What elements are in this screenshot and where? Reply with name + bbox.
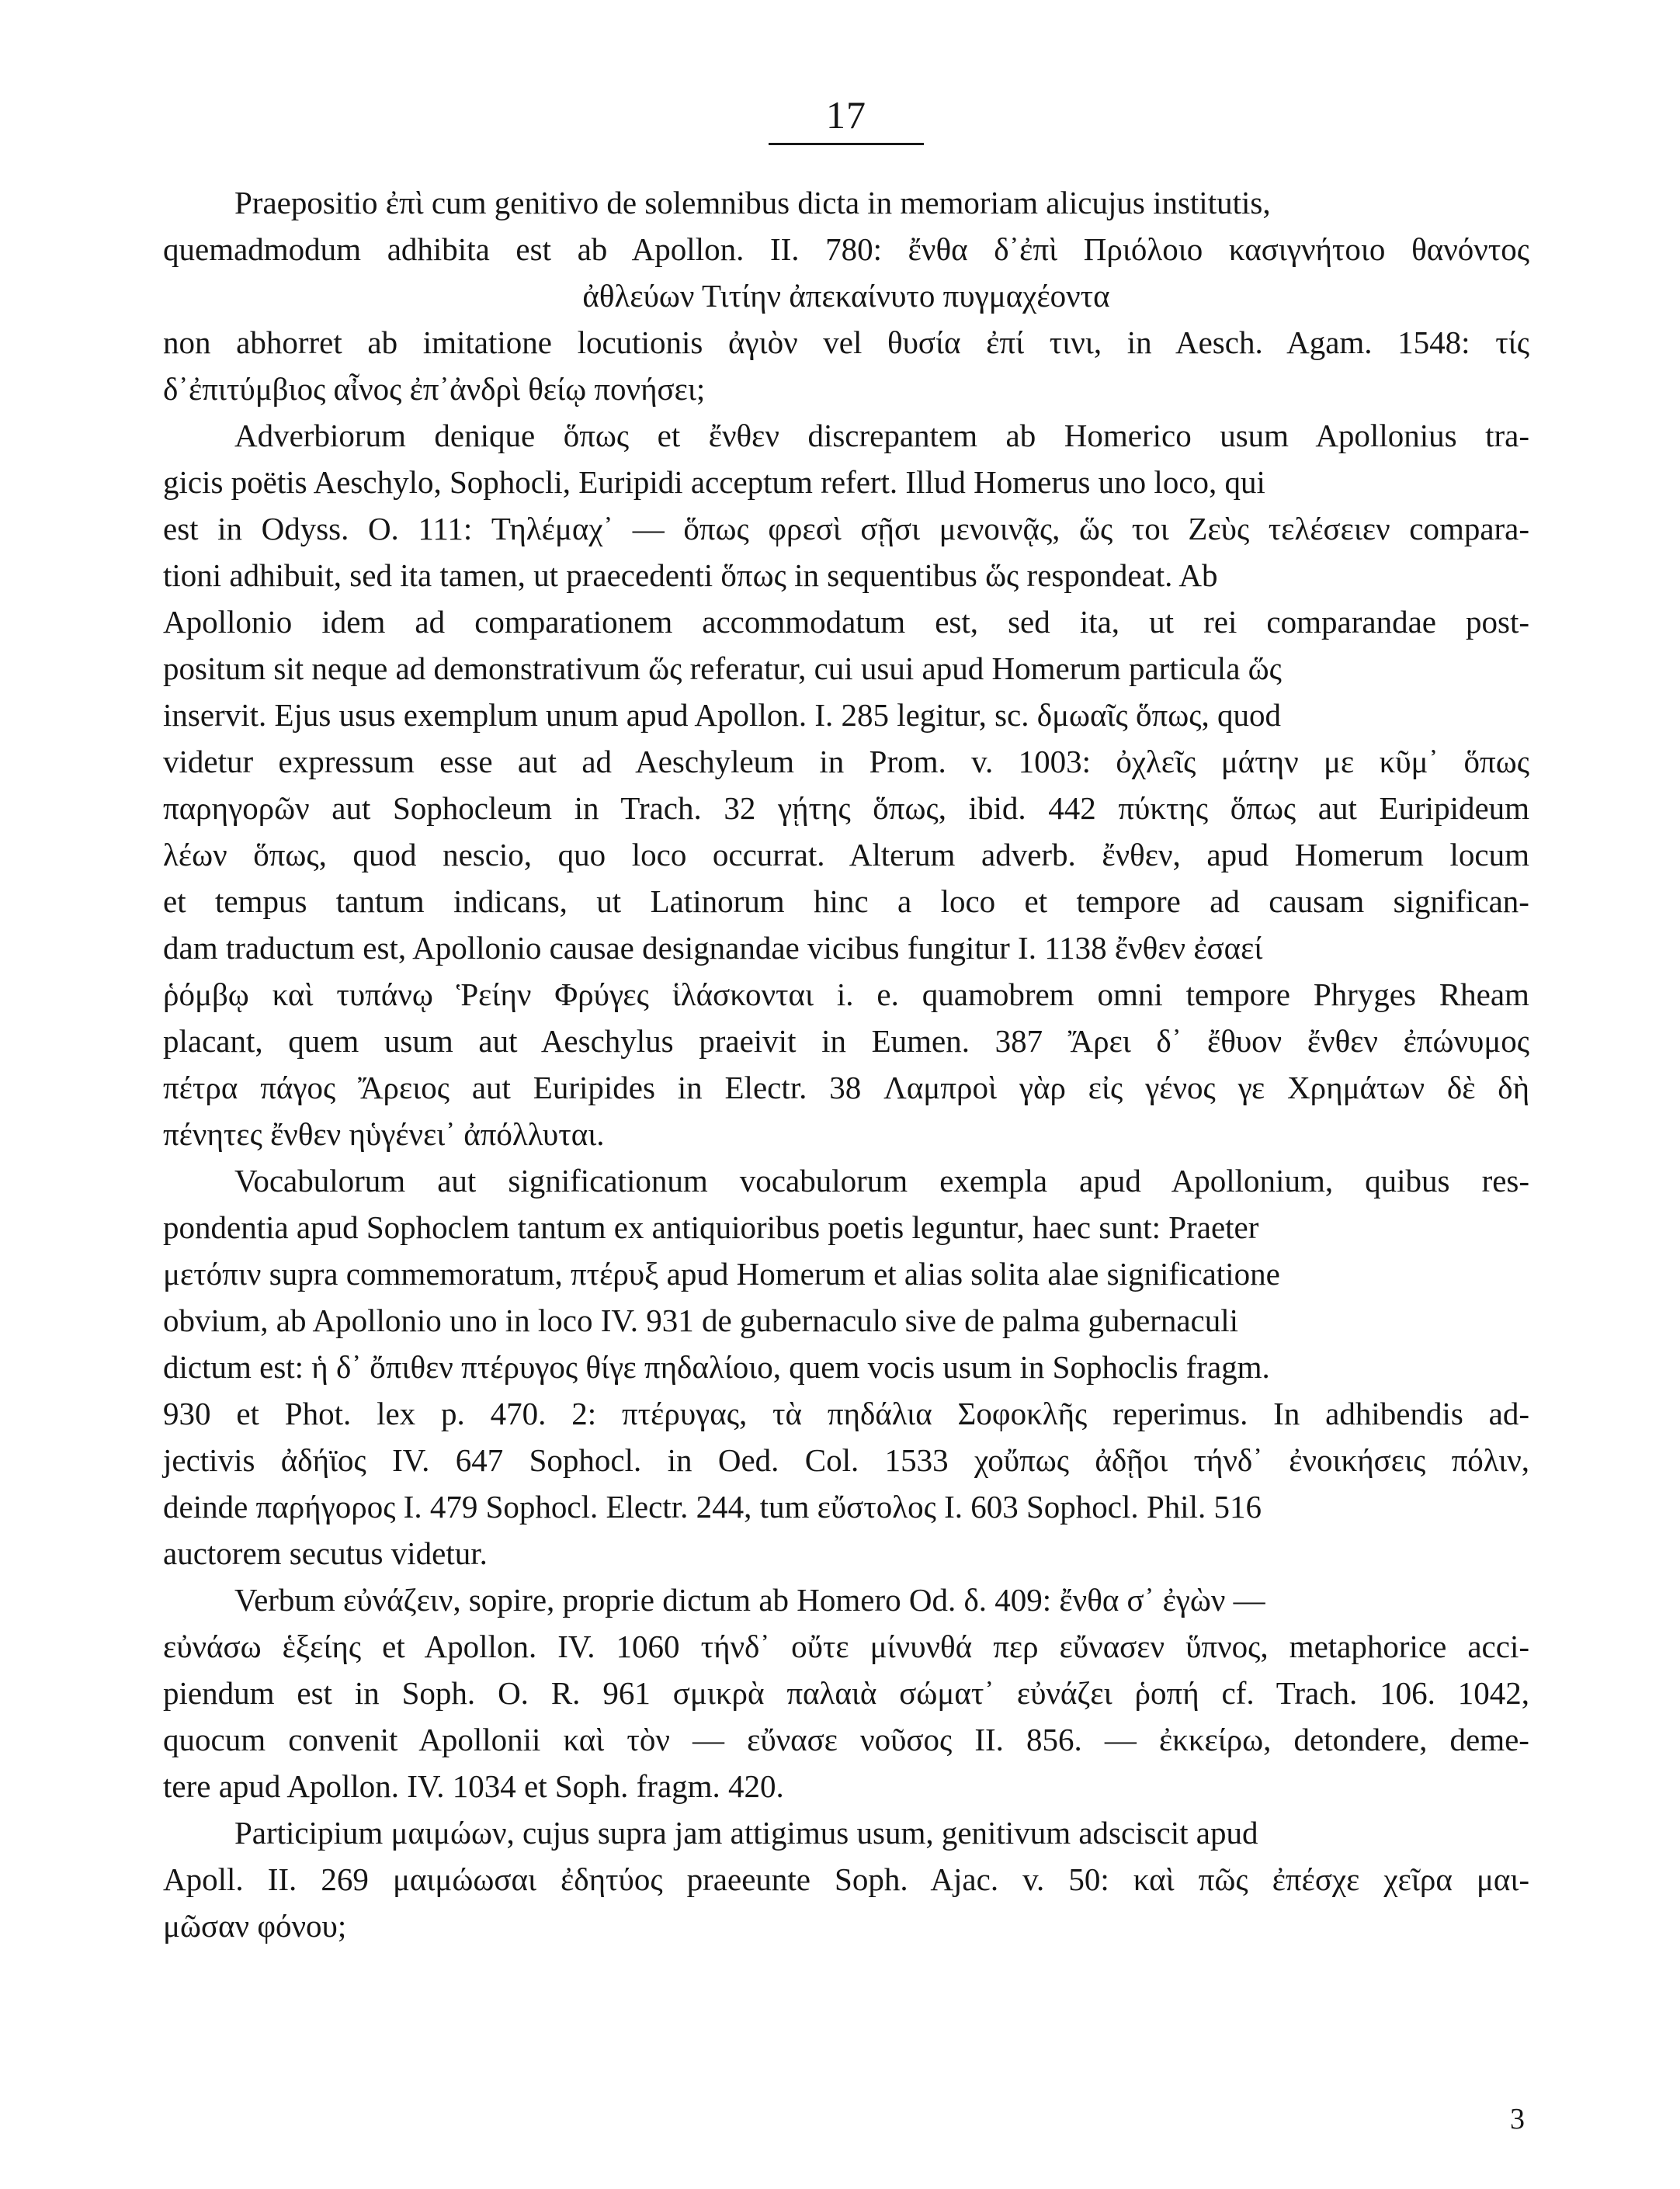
text-line: est in Odyss. O. 111: Τηλέμαχ᾿ — ὅπως φρεσὶ σῇσι μενοινᾷς, ὥς τοι Ζεὺς τελέσειεν compara- — [163, 511, 1530, 546]
text-line: videtur expressum esse aut ad Aeschyleum in Prom. v. 1003: ὀχλεῖς μάτην με κῦμ᾿ ὅπως — [163, 744, 1529, 779]
text-line: Praepositio ἐπὶ cum genitivo de solemnibus dicta in memoriam alicujus institutis, — [234, 185, 1271, 220]
text-line: auctorem secutus videtur. — [163, 1535, 488, 1571]
text-line: obvium, ab Apollonio uno in loco IV. 931 de gubernaculo sive de palma gubernaculi — [163, 1303, 1238, 1338]
text-line: gicis poëtis Aeschylo, Sophocli, Euripidi acceptum refert. Illud Homerus uno loco, qui — [163, 464, 1265, 500]
text-line: inservit. Ejus usus exemplum unum apud Apollon. I. 285 legitur, sc. δμωαῖς ὅπως, quod — [163, 697, 1281, 733]
page-number-rule — [769, 143, 924, 145]
text-line: ῥόμβῳ καὶ τυπάνῳ Ῥείην Φρύγες ἱλάσκονται i. e. quamobrem omni tempore Phryges Rheam — [163, 977, 1529, 1012]
text-line: et tempus tantum indicans, ut Latinorum hinc a loco et tempore ad causam significan- — [163, 883, 1529, 919]
signature-mark: 3 — [1510, 2103, 1525, 2135]
text-line: jectivis ἀδήϊος IV. 647 Sophocl. in Oed. Col. 1533 χοὔπως ἀδῇοι τήνδ᾿ ἐνοικήσεις πόλιν, — [163, 1442, 1529, 1478]
text-line: Participium μαιμώων, cujus supra jam attigimus usum, genitivum adsciscit apud — [234, 1815, 1258, 1851]
text-line: παρηγορῶν aut Sophocleum in Trach. 32 γῄτης ὅπως, ibid. 442 πύκτης ὅπως aut Euripideum — [163, 790, 1530, 826]
text-line: placant, quem usum aut Aeschylus praeivit in Eumen. 387 Ἄρει δ᾿ ἔθυον ἔνθεν ἐπώνυμος — [163, 1023, 1530, 1059]
text-line: piendum est in Soph. O. R. 961 σμικρὰ παλαιὰ σώματ᾿ εὐνάζει ῥοπή cf. Trach. 106. 1042, — [163, 1675, 1529, 1711]
text-line: πέτρα πάγος Ἄρειος aut Euripides in Electr. 38 Λαμπροὶ γὰρ εἰς γένος γε Χρημάτων δὲ δὴ — [163, 1070, 1530, 1105]
text-line: non abhorret ab imitatione locutionis ἀγιὸν vel θυσία ἐπί τινι, in Aesch. Agam. 1548: τίς — [163, 324, 1529, 360]
text-line: dictum est: ἡ δ᾿ ὄπιθεν πτέρυγος θίγε πηδαλίοιο, quem vocis usum in Sophoclis fragm. — [163, 1349, 1270, 1385]
text-line: 930 et Phot. lex p. 470. 2: πτέρυγας, τὰ πηδάλια Σοφοκλῆς reperimus. In adhibendis ad- — [163, 1396, 1530, 1431]
text-line: quocum convenit Apollonii καὶ τὸν — εὔνασε νοῦσος II. 856. — ἐκκείρω, detondere, deme- — [163, 1722, 1529, 1757]
text-line: deinde παρήγορος I. 479 Sophocl. Electr. 244, tum εὔστολος I. 603 Sophocl. Phil. 516 — [163, 1489, 1262, 1525]
paragraph-vocabulorum — [163, 1157, 1529, 1577]
text-line: Apoll. II. 269 μαιμώωσαι ἐδητύος praeeunte Soph. Ajac. v. 50: καὶ πῶς ἐπέσχε χεῖρα μαι- — [163, 1861, 1530, 1897]
quotation-line: ἀθλεύων Τιτίην ἀπεκαίνυτο πυγμαχέοντα — [582, 278, 1110, 314]
page-number: 17 — [826, 93, 866, 137]
document-page — [163, 92, 1530, 2135]
text-line: μῶσαν φόνου; — [163, 1908, 347, 1944]
paragraph-participium — [163, 1809, 1529, 1949]
text-line: πένητες ἔνθεν ηὑγένει᾿ ἀπόλλυται. — [163, 1116, 605, 1152]
text-line: tioni adhibuit, sed ita tamen, ut praecedenti ὅπως in sequentibus ὥς respondeat. Ab — [163, 557, 1218, 593]
text-line: λέων ὅπως, quod nescio, quo loco occurrat. Alterum adverb. ἔνθεν, apud Homerum locum — [163, 837, 1529, 872]
text-line: pondentia apud Sophoclem tantum ex antiquioribus poetis leguntur, haec sunt: Praeter — [163, 1209, 1259, 1245]
text-line: μετόπιν supra commemoratum, πτέρυξ apud Homerum et alias solita alae significatione — [163, 1256, 1280, 1292]
paragraph-adverbiorum — [163, 412, 1529, 1157]
text-line: Adverbiorum denique ὅπως et ἔνθεν discrepantem ab Homerico usum Apollonius tra- — [234, 418, 1529, 453]
text-line: quemadmodum adhibita est ab Apollon. II. 780: ἔνθα δ᾿ἐπὶ Πριόλοιο κασιγνήτοιο θανόντος — [163, 231, 1529, 267]
text-line: Verbum εὐνάζειν, sopire, proprie dictum ab Homero Od. δ. 409: ἔνθα σ᾿ ἐγὼν — — [234, 1582, 1265, 1618]
text-line: positum sit neque ad demonstrativum ὥς referatur, cui usui apud Homerum particula ὥς — [163, 650, 1282, 686]
text-line: δ᾿ἐπιτύμβιος αἶνος ἐπ᾿ἀνδρὶ θείῳ πονήσει; — [163, 371, 706, 407]
text-line: tere apud Apollon. IV. 1034 et Soph. fragm. 420. — [163, 1768, 784, 1804]
text-line: εὐνάσω ἑξείης et Apollon. IV. 1060 τήνδ᾿ οὔτε μίνυνθά περ εὔνασεν ὕπνος, metaphorice acci- — [163, 1629, 1529, 1664]
text-line: dam traductum est, Apollonio causae designandae vicibus fungitur I. 1138 ἔνθεν ἐσαεί — [163, 930, 1263, 966]
text-line: Vocabulorum aut significationum vocabulorum exempla apud Apollonium, quibus res- — [234, 1163, 1530, 1199]
paragraph-praepositio — [163, 179, 1529, 412]
paragraph-verbum — [163, 1577, 1529, 1809]
text-line: Apollonio idem ad comparationem accommodatum est, sed ita, ut rei comparandae post- — [163, 604, 1530, 640]
